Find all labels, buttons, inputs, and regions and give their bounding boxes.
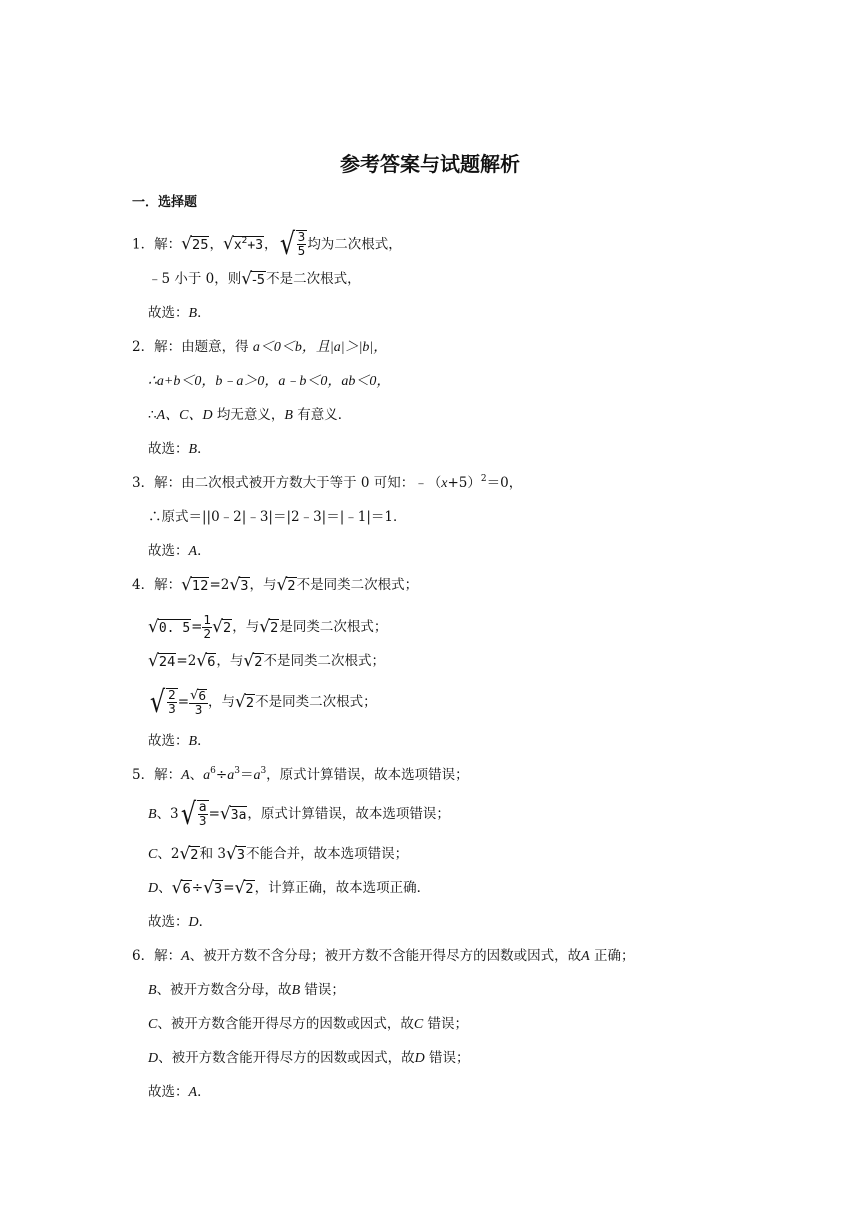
sqrt-a-over-3: √ $\frac{a}{3}$ (180, 796, 207, 832)
q4-number: 4． (132, 577, 155, 593)
q6-line-2: B、被开方数含分母，故B 错误； (148, 982, 345, 998)
sqrt-2: √ 2 (259, 616, 279, 637)
sqrt-2: √ 2 (243, 650, 263, 671)
sqrt-3: √ 3 (229, 574, 249, 595)
q2-answer: 故选：B． (148, 441, 211, 457)
q5-line-1: 5．解：A、$a^6\div a^3=a^3$，原式计算错误，故本选项错误； (132, 766, 469, 783)
q3-answer: 故选：A． (148, 543, 211, 559)
q6-answer: 故选：A． (148, 1084, 211, 1100)
q5-answer: 故选：D． (148, 914, 213, 930)
sqrt-2: √ 2 (276, 574, 296, 595)
q5-number: 5． (132, 767, 155, 783)
sqrt-12: √ 12 (181, 574, 209, 595)
q4-line-2: √ 0. 5 = $\frac{1}{2}$ √ 2 ，与 √ 2 是同类二次根式； (148, 613, 388, 641)
q4-answer: 故选：B． (148, 733, 211, 749)
sqrt-6: √ 6 (196, 650, 216, 671)
sqrt-3a: √ 3a (219, 803, 247, 824)
q5-line-4: D、 √ 6 ÷ √ 3 = √ 2 ，计算正确，故本选项正确． (148, 877, 431, 898)
q4-line-1: 4．解： √ 12 =2 √ 3 ，与 √ 2 不是同类二次根式； (132, 574, 419, 595)
sqrt-0-5: √ 0. 5 (148, 616, 191, 637)
sqrt-3-over-5: √ $\frac{3}{5}$ (279, 227, 306, 262)
sqrt-24: √ 24 (148, 650, 176, 671)
q3-line-2: ∴原式＝||0﹣2|﹣3|＝|2﹣3|＝|﹣1|＝1． (148, 509, 407, 525)
q1-sep: ， (264, 236, 278, 253)
fraction-1-2: $\frac{1}{2}$ (203, 613, 212, 641)
sqrt-3: √ 3 (203, 877, 223, 898)
q1-number: 1． (132, 236, 155, 253)
sqrt-6: √ 6 (171, 877, 191, 898)
sqrt-2: √ 2 (234, 877, 254, 898)
q5-line-2: B、3 √ $\frac{a}{3}$ = √ 3a ，原式计算错误，故本选项错误； (148, 796, 450, 832)
q2-line-1: 2．解：由题意，得 a＜0＜b，且|a|＞|b|， (132, 339, 388, 355)
sqrt-2: √ 2 (212, 616, 232, 637)
q6-line-4: D、被开方数含能开得尽方的因数或因式，故D 错误； (148, 1050, 470, 1066)
q2-line-2: ∴a+b＜0，b﹣a＞0，a﹣b＜0，ab＜0， (148, 374, 391, 389)
q2-line-3: ∴A、C、D 均无意义，B 有意义． (148, 407, 352, 423)
q3-number: 3． (132, 475, 155, 491)
sqrt-3: √ 3 (225, 843, 246, 864)
q3-line-1: 3．解：由二次根式被开方数大于等于 0 可知：$﹣(x+5)^2=0$， (132, 474, 523, 491)
q4-line-3: √ 24 =2 √ 6 ，与 √ 2 不是同类二次根式； (148, 650, 386, 671)
q6-line-1: 6．解：A、被开方数不含分母；被开方数不含能开得尽方的因数或因式，故A 正确； (132, 948, 635, 964)
q5-line-3: C、2 √ 2 和 3 √ 3 不能合并，故本选项错误； (148, 843, 409, 864)
q1-answer-letter: B (188, 306, 198, 321)
sqrt-25: √ 25 (181, 234, 209, 254)
q1-text: ﹣5 小于 0，则 (148, 271, 242, 287)
q1-sep: ， (209, 236, 223, 253)
q6-number: 6． (132, 948, 155, 964)
page-title: 参考答案与试题解析 (340, 152, 520, 176)
sqrt-2: √ 2 (179, 843, 199, 864)
fraction-sqrt6-over-3: √ 6 3 (190, 687, 207, 717)
sqrt-neg-5: √ -5 (241, 268, 266, 289)
q1-answer: 故选：B． (148, 305, 211, 321)
q2-number: 2． (132, 339, 155, 355)
q1-text: 均为二次根式， (307, 236, 402, 253)
q1-text: 解： (154, 236, 182, 253)
q1-line-1 (132, 227, 402, 262)
q6-line-3: C、被开方数含能开得尽方的因数或因式，故C 错误； (148, 1016, 468, 1032)
sqrt-x2-plus-3: √ $x^2+3$ (222, 234, 264, 254)
section-heading: 一．选择题 (132, 195, 198, 210)
q1-text: 不是二次根式， (266, 271, 361, 287)
sqrt-2-over-3: √ $\frac{2}{3}$ (149, 684, 176, 720)
sqrt-2: √ 2 (235, 691, 255, 712)
q4-line-4: √ $\frac{2}{3}$ = √ 6 3 ，与 √ 2 不是同类二次根式； (149, 684, 377, 720)
q1-line-2 (148, 270, 361, 289)
